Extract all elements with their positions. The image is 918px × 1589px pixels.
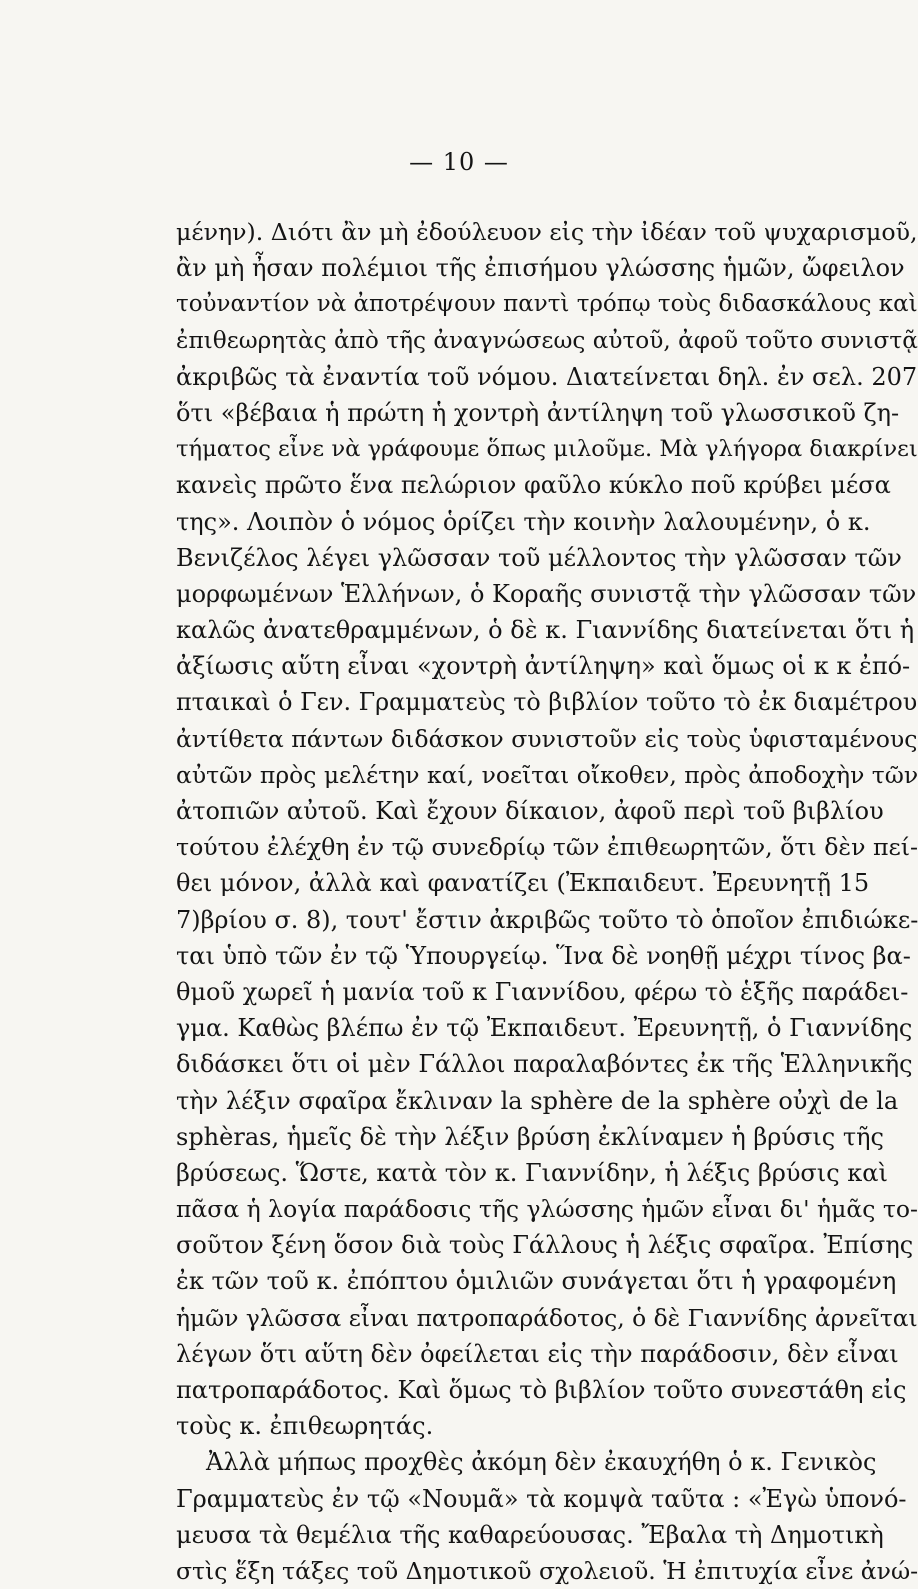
text-line: σοῦτον ξένη ὅσον διὰ τοὺς Γάλλους ἡ λέξις σφαῖρα. Ἐπίσης (176, 1231, 914, 1260)
text-line: θμοῦ χωρεῖ ἡ μανία τοῦ κ Γιαννίδου, φέρω τὸ ἑξῆς παράδει- (176, 977, 909, 1006)
text-line: στὶς ἕξη τάξες τοῦ Δημοτικοῦ σχολειοῦ. Ἡ ἐπιτυχία εἶνε ἀνώ- (176, 1556, 918, 1585)
text-line: γμα. Καθὼς βλέπω ἐν τῷ Ἐκπαιδευτ. Ἐρευνητῇ, ὁ Γιαννίδης (176, 1014, 913, 1043)
text-line: βρύσεως. Ὥστε, κατὰ τὸν κ. Γιαννίδην, ἡ λέξις βρύσις καὶ (176, 1158, 888, 1187)
text-line: ἡμῶν γλῶσσα εἶναι πατροπαράδοτος, ὁ δὲ Γιαννίδης ἀρνεῖται (176, 1303, 918, 1332)
paragraph-2 (176, 1444, 918, 1589)
text-line: sphèras, ἡμεῖς δὲ τὴν λέξιν βρύση ἐκλίναμεν ἡ βρύσις τῆς (176, 1122, 884, 1151)
text-line: τοὐναντίον νὰ ἀποτρέψουν παντὶ τρόπῳ τοὺς διδασκάλους καὶ (176, 291, 918, 318)
text-line: Βενιζέλος λέγει γλῶσσαν τοῦ μέλλοντος τὴν γλῶσσαν τῶν (176, 543, 902, 572)
text-line: πᾶσα ἡ λογία παράδοσις τῆς γλώσσης ἡμῶν εἶναι δι' ἡμᾶς το- (176, 1195, 918, 1224)
text-line: τούτου ἐλέχθη ἐν τῷ συνεδρίῳ τῶν ἐπιθεωρητῶν, ὅτι δὲν πεί- (176, 833, 918, 862)
text-line: μορφωμένων Ἑλλήνων, ὁ Κοραῆς συνιστᾷ τὴν γλῶσσαν τῶν (176, 579, 917, 608)
text-line: ἐπιθεωρητὰς ἀπὸ τῆς ἀναγνώσεως αὐτοῦ, ἀφοῦ τοῦτο συνιστᾷ (176, 326, 918, 354)
text-line: ἀκριβῶς τὰ ἐναντία τοῦ νόμου. Διατείνεται δηλ. ἐν σελ. 207 (176, 362, 918, 391)
text-line: ται ὑπὸ τῶν ἐν τῷ Ὑπουργείῳ. Ἵνα δὲ νοηθῇ μέχρι τίνος βα- (176, 941, 911, 970)
text-line: αὐτῶν πρὸς μελέτην καί, νοεῖται οἴκοθεν, πρὸς ἀποδοχὴν τῶν (176, 760, 918, 789)
text-line: ἀξίωσις αὕτη εἶναι «χοντρὴ ἀντίληψη» καὶ ὅμως οἱ κ κ ἐπό- (176, 652, 911, 681)
text-line: Ἀλλὰ μήπως προχθὲς ἀκόμη δὲν ἐκαυχήθη ὁ κ. Γενικὸς (206, 1448, 877, 1477)
page-number: — 10 — (409, 148, 509, 176)
text-line: πταικαὶ ὁ Γεν. Γραμματεὺς τὸ βιβλίον τοῦτο τὸ ἐκ διαμέτρου (176, 688, 918, 717)
text-line: διδάσκει ὅτι οἱ μὲν Γάλλοι παραλαβόντες ἐκ τῆς Ἑλληνικῆς (176, 1050, 913, 1079)
text-line: τοὺς κ. ἐπιθεωρητάς. (176, 1412, 434, 1441)
body-text (176, 214, 918, 1589)
text-line: ὅτι «βέβαια ἡ πρώτη ἡ χοντρὴ ἀντίληψη τοῦ γλωσσικοῦ ζη- (176, 398, 900, 427)
text-line: 7)βρίου σ. 8), τουτ' ἔστιν ἀκριβῶς τοῦτο τὸ ὁποῖον ἐπιδιώκε- (176, 905, 918, 934)
text-line: μένην). Διότι ἂν μὴ ἐδούλευον εἰς τὴν ἰδέαν τοῦ ψυχαρισμοῦ, (176, 218, 918, 246)
text-line: λέγων ὅτι αὕτη δὲν ὀφείλεται εἰς τὴν παράδοσιν, δὲν εἶναι (176, 1339, 899, 1368)
text-line: της». Λοιπὸν ὁ νόμος ὁρίζει τὴν κοινὴν λαλουμένην, ὁ κ. (176, 507, 871, 536)
text-line: Γραμματεὺς ἐν τῷ «Νουμᾶ» τὰ κομψὰ ταῦτα : «Ἐγὼ ὑπονό- (176, 1484, 907, 1513)
text-line: τήματος εἶνε νὰ γράφουμε ὅπως μιλοῦμε. Μὰ γλήγορα διακρίνει (176, 436, 918, 463)
paragraph-1 (176, 214, 918, 1444)
text-line: ἀντίθετα πάντων διδάσκον συνιστοῦν εἰς τοὺς ὑφισταμένους (176, 724, 918, 753)
text-line: ἀτοπιῶν αὐτοῦ. Καὶ ἔχουν δίκαιον, ἀφοῦ περὶ τοῦ βιβλίου (176, 797, 884, 825)
text-line: τὴν λέξιν σφαῖρα ἔκλιναν la sphère de la sphère οὐχὶ de la (176, 1086, 899, 1115)
text-line: ἂν μὴ ἦσαν πολέμιοι τῆς ἐπισήμου γλώσσης ἡμῶν, ὤφειλον (176, 254, 905, 283)
text-line: μευσα τὰ θεμέλια τῆς καθαρεύουσας. Ἔβαλα τὴ Δημοτικὴ (176, 1520, 884, 1549)
text-line: κανεὶς πρῶτο ἕνα πελώριον φαῦλο κύκλο ποῦ κρύβει μέσα (176, 471, 891, 500)
text-line: ἐκ τῶν τοῦ κ. ἐπόπτου ὁμιλιῶν συνάγεται ὅτι ἡ γραφομένη (176, 1267, 897, 1296)
text-line: καλῶς ἀνατεθραμμένων, ὁ δὲ κ. Γιαννίδης διατείνεται ὅτι ἡ (176, 616, 915, 645)
text-line: πατροπαράδοτος. Καὶ ὅμως τὸ βιβλίον τοῦτο συνεστάθη εἰς (176, 1376, 907, 1404)
text-line: θει μόνον, ἀλλὰ καὶ φανατίζει (Ἐκπαιδευτ. Ἐρευνητῇ 15 (176, 869, 870, 898)
